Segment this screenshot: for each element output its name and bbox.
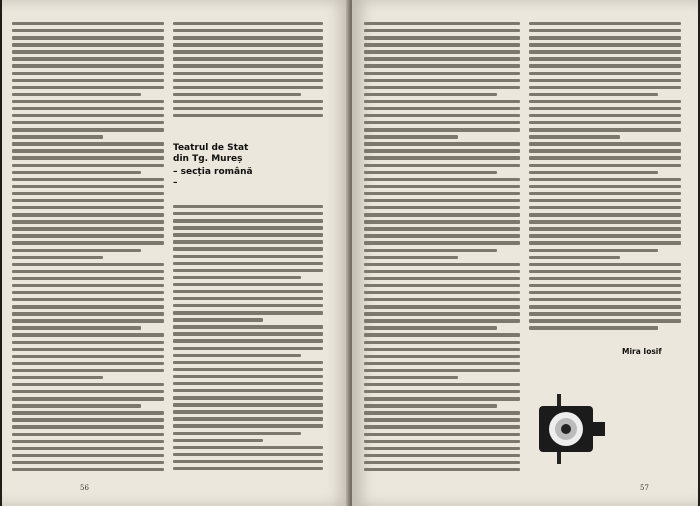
text-column-left-1	[12, 22, 164, 475]
text-line	[12, 234, 164, 237]
text-line	[173, 361, 323, 364]
text-line	[529, 43, 681, 46]
text-line	[364, 171, 497, 174]
text-line	[364, 249, 497, 252]
text-line	[364, 72, 520, 75]
text-line	[529, 128, 681, 131]
text-line	[364, 376, 458, 379]
text-line	[12, 178, 164, 181]
text-line	[529, 270, 681, 273]
text-line	[173, 22, 323, 25]
text-line	[364, 199, 520, 202]
article-title	[173, 143, 253, 189]
text-line	[529, 50, 681, 53]
text-line	[364, 333, 520, 336]
text-line	[364, 93, 497, 96]
text-line	[173, 29, 323, 32]
text-line	[173, 325, 323, 328]
text-line	[12, 249, 141, 252]
text-line	[364, 397, 520, 400]
text-line	[529, 164, 681, 167]
text-line	[529, 93, 658, 96]
text-line	[173, 36, 323, 39]
text-column-left-2-bottom	[173, 205, 323, 474]
text-line	[12, 404, 141, 407]
text-line	[364, 348, 520, 351]
text-line	[12, 213, 164, 216]
text-line	[364, 149, 520, 152]
text-line	[173, 240, 323, 243]
text-line	[529, 100, 681, 103]
text-line	[364, 220, 520, 223]
text-line	[364, 319, 520, 322]
text-line	[364, 341, 520, 344]
text-line	[173, 57, 323, 60]
text-line	[12, 156, 164, 159]
text-line	[364, 418, 520, 421]
text-line	[529, 72, 681, 75]
text-line	[12, 362, 164, 365]
text-line	[529, 79, 681, 82]
text-line	[364, 107, 520, 110]
text-line	[173, 43, 323, 46]
text-line	[364, 185, 520, 188]
text-line	[173, 205, 323, 208]
text-line	[364, 50, 520, 53]
text-line	[364, 64, 520, 67]
text-line	[364, 369, 520, 372]
text-line	[173, 460, 323, 463]
text-line	[12, 454, 164, 457]
section-subtitle: – secția română –	[173, 167, 253, 188]
text-line	[364, 234, 520, 237]
text-line	[12, 121, 164, 124]
text-line	[12, 291, 164, 294]
text-line	[173, 389, 323, 392]
text-line	[529, 241, 681, 244]
text-line	[529, 312, 681, 315]
text-line	[173, 304, 323, 307]
text-line	[529, 57, 681, 60]
right-page	[352, 0, 698, 506]
text-line	[12, 390, 164, 393]
stage-spotlight-icon	[537, 392, 609, 466]
text-line	[12, 220, 164, 223]
text-line	[529, 305, 681, 308]
text-line	[12, 397, 164, 400]
text-line	[173, 354, 301, 357]
text-line	[529, 121, 681, 124]
text-line	[12, 86, 164, 89]
text-line	[364, 57, 520, 60]
text-line	[173, 347, 323, 350]
text-line	[173, 226, 323, 229]
text-line	[12, 333, 164, 336]
author-signature: Mira Iosif	[622, 347, 662, 356]
text-line	[12, 100, 164, 103]
text-line	[364, 256, 458, 259]
text-line	[364, 192, 520, 195]
text-line	[173, 424, 323, 427]
text-line	[12, 411, 164, 414]
text-line	[12, 171, 141, 174]
text-line	[529, 206, 681, 209]
text-line	[12, 461, 164, 464]
text-line	[529, 234, 681, 237]
text-line	[12, 114, 164, 117]
text-line	[12, 433, 164, 436]
text-line	[173, 86, 323, 89]
text-line	[364, 270, 520, 273]
text-line	[364, 447, 520, 450]
text-line	[364, 440, 520, 443]
text-line	[364, 298, 520, 301]
text-line	[173, 114, 323, 117]
text-line	[173, 375, 323, 378]
text-line	[173, 72, 323, 75]
text-line	[529, 36, 681, 39]
text-line	[364, 461, 520, 464]
text-line	[364, 22, 520, 25]
text-line	[364, 305, 520, 308]
text-line	[529, 192, 681, 195]
text-line	[173, 311, 323, 314]
text-line	[364, 164, 520, 167]
text-line	[529, 178, 681, 181]
text-line	[173, 332, 323, 335]
text-line	[12, 298, 164, 301]
text-line	[12, 50, 164, 53]
text-line	[364, 79, 520, 82]
text-line	[364, 227, 520, 230]
text-line	[12, 312, 164, 315]
text-line	[12, 341, 164, 344]
text-line	[529, 107, 681, 110]
text-line	[12, 348, 164, 351]
text-line	[12, 128, 164, 131]
text-column-right-1	[364, 22, 520, 475]
text-line	[529, 227, 681, 230]
text-line	[12, 79, 164, 82]
text-line	[364, 383, 520, 386]
text-line	[529, 22, 681, 25]
text-line	[364, 411, 520, 414]
left-page	[2, 0, 350, 506]
text-line	[12, 185, 164, 188]
text-line	[173, 403, 323, 406]
text-line	[364, 433, 520, 436]
text-line	[12, 164, 164, 167]
text-line	[12, 57, 164, 60]
text-line	[12, 36, 164, 39]
text-line	[173, 212, 323, 215]
text-line	[173, 297, 323, 300]
text-line	[173, 100, 323, 103]
text-line	[12, 418, 164, 421]
text-line	[12, 142, 164, 145]
text-line	[12, 192, 164, 195]
text-line	[173, 290, 323, 293]
text-line	[364, 404, 497, 407]
text-line	[529, 256, 620, 259]
text-line	[529, 291, 681, 294]
text-line	[12, 199, 164, 202]
text-line	[12, 256, 103, 259]
text-line	[12, 72, 164, 75]
text-line	[364, 425, 520, 428]
text-line	[529, 135, 620, 138]
text-line	[364, 206, 520, 209]
text-line	[173, 318, 263, 321]
text-line	[12, 64, 164, 67]
text-line	[364, 454, 520, 457]
text-line	[173, 446, 323, 449]
text-line	[364, 213, 520, 216]
text-line	[12, 355, 164, 358]
text-line	[364, 362, 520, 365]
text-line	[12, 284, 164, 287]
text-line	[529, 284, 681, 287]
text-line	[173, 439, 263, 442]
text-line	[173, 107, 323, 110]
text-line	[12, 43, 164, 46]
text-line	[12, 135, 103, 138]
text-line	[12, 305, 164, 308]
text-line	[12, 319, 164, 322]
text-line	[364, 326, 497, 329]
text-line	[364, 390, 520, 393]
text-line	[364, 29, 520, 32]
text-line	[529, 277, 681, 280]
text-line	[364, 291, 520, 294]
text-line	[364, 86, 520, 89]
text-line	[364, 121, 520, 124]
text-line	[173, 432, 301, 435]
text-line	[529, 142, 681, 145]
text-line	[529, 326, 658, 329]
text-line	[364, 277, 520, 280]
text-line	[364, 355, 520, 358]
text-line	[529, 199, 681, 202]
text-line	[364, 114, 520, 117]
text-line	[12, 277, 164, 280]
text-line	[12, 263, 164, 266]
text-line	[173, 255, 323, 258]
text-line	[173, 64, 323, 67]
page-number-right: 57	[640, 484, 649, 492]
text-line	[364, 284, 520, 287]
text-line	[529, 156, 681, 159]
text-line	[173, 283, 323, 286]
text-line	[364, 43, 520, 46]
text-line	[12, 93, 141, 96]
text-line	[12, 383, 164, 386]
text-line	[12, 227, 164, 230]
text-line	[173, 219, 323, 222]
text-line	[529, 114, 681, 117]
text-line	[173, 262, 323, 265]
text-line	[12, 206, 164, 209]
text-line	[173, 247, 323, 250]
text-line	[364, 468, 520, 471]
text-line	[173, 339, 323, 342]
text-column-left-2-top	[173, 22, 323, 121]
text-line	[173, 410, 323, 413]
text-line	[173, 368, 323, 371]
text-line	[12, 149, 164, 152]
text-line	[364, 241, 520, 244]
text-line	[529, 29, 681, 32]
text-line	[12, 447, 164, 450]
text-line	[529, 149, 681, 152]
text-line	[12, 107, 164, 110]
text-line	[12, 425, 164, 428]
text-line	[12, 22, 164, 25]
text-line	[529, 86, 681, 89]
text-line	[529, 220, 681, 223]
title-line-2: din Tg. Mureș	[173, 154, 243, 164]
text-line	[529, 185, 681, 188]
text-line	[173, 50, 323, 53]
text-line	[364, 263, 520, 266]
text-line	[364, 36, 520, 39]
text-line	[529, 319, 681, 322]
text-column-right-2	[529, 22, 681, 333]
page-number-left: 56	[80, 484, 89, 492]
text-line	[529, 249, 658, 252]
title-line-1: Teatrul de Stat	[173, 143, 249, 153]
text-line	[12, 369, 164, 372]
text-line	[529, 64, 681, 67]
text-line	[364, 128, 520, 131]
text-line	[173, 276, 301, 279]
text-line	[173, 467, 323, 470]
text-line	[12, 270, 164, 273]
text-line	[529, 263, 681, 266]
text-line	[12, 29, 164, 32]
text-line	[12, 376, 103, 379]
text-line	[173, 79, 323, 82]
text-line	[364, 178, 520, 181]
text-line	[173, 233, 323, 236]
text-line	[529, 213, 681, 216]
text-line	[173, 93, 301, 96]
text-line	[173, 382, 323, 385]
text-line	[364, 100, 520, 103]
text-line	[12, 440, 164, 443]
text-line	[12, 326, 141, 329]
text-line	[12, 468, 164, 471]
text-line	[12, 241, 164, 244]
text-line	[173, 417, 323, 420]
text-line	[529, 298, 681, 301]
text-line	[364, 142, 520, 145]
text-line	[173, 269, 323, 272]
text-line	[529, 171, 658, 174]
text-line	[364, 135, 458, 138]
text-line	[364, 312, 520, 315]
text-line	[173, 453, 323, 456]
text-line	[173, 396, 323, 399]
text-line	[364, 156, 520, 159]
